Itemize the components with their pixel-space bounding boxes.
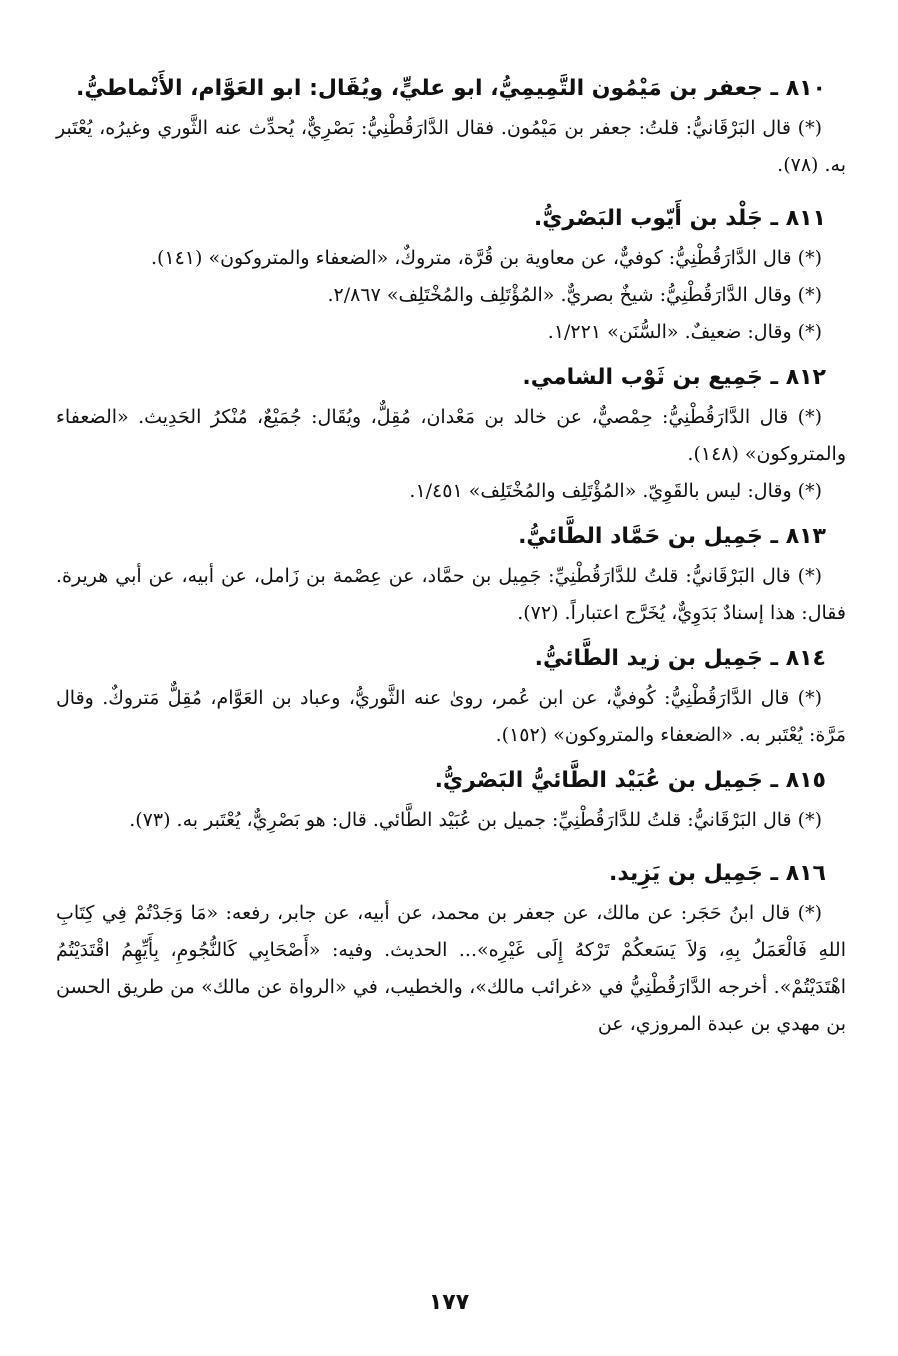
entry-heading: ٨١٤ ـ جَمِيل بن زيد الطَّائيُّ. xyxy=(534,646,826,671)
entry-paragraph: (*) قال ابنُ حَجَر: عن مالك، عن جعفر بن محمد، عن أبيه، عن جابر، رفعه: «مَا وَجَدْتُمْ فِي كِتَابِ اللهِ فَالْعَمَلُ بِهِ، وَلاَ يَسَعكُمْ تَرْكهُ إِلَى غَيْرِه»... الحديث. وفيه: «أَصْحَابِي كَالنُّجُومِ، بِأَيِّهِمُ اقْتَدَيْتُمُ اهْتَدَيْتُمْ». أخرجه الدَّارَقُطْنِيُّ في «غرائب مالك»، والخطيب، في «الرواة عن مالك» من طريق الحسن بن مهدي بن عبدة المروزي، عن xyxy=(56,902,846,1035)
entry-heading: ٨١٦ ـ جَمِيل بن يَزِيد. xyxy=(608,861,826,886)
entry-812 xyxy=(56,361,846,510)
entry-paragraph: (*) قال الدَّارَقُطْنِيُّ: كوفيٌّ، عن معاوية بن قُرَّة، متروكٌ، «الضعفاء والمتروكون» (١٤١). xyxy=(150,247,822,269)
entry-paragraph: (*) قال البَرْقَانيُّ: قلتُ للدَّارَقُطْنِيِّ: جميل بن عُبَيْد الطَّائي. قال: هو بَصْرِيٌّ، يُعْتَبر به. (٧٣). xyxy=(129,809,822,831)
entry-813 xyxy=(56,520,846,632)
entry-heading: ٨١٢ ـ جَمِيع بن ثَوْب الشامي. xyxy=(522,365,826,390)
entry-heading: ٨١٠ ـ جعفر بن مَيْمُون التَّمِيمِيُّ، ابو عليٍّ، ويُقَال: ابو العَوَّام، الأَنْماطيُّ. xyxy=(75,76,826,101)
page-number: ١٧٧ xyxy=(428,1290,470,1315)
entry-heading: ٨١٥ ـ جَمِيل بن عُبَيْد الطَّائيُّ البَصْريُّ. xyxy=(434,768,826,793)
entry-heading: ٨١١ ـ جَلْد بن أَيّوب البَصْريُّ. xyxy=(533,206,826,231)
entry-816 xyxy=(56,857,846,1043)
entry-paragraph: (*) وقال: ليس بالقَوِيّ. «المُؤْتَلِف والمُخْتَلِف» ١/٤٥١. xyxy=(409,480,822,502)
entry-paragraph: (*) قال الدَّارَقُطْنِيُّ: حِمْصيٌّ، عن خالد بن مَعْدان، مُقِلٌّ، ويُقَال: جُمَيْعٌ، مُنْكرُ الحَدِيث. «الضعفاء والمتروكون» (١٤٨). xyxy=(56,406,846,465)
entry-810 xyxy=(56,72,846,184)
entry-paragraph: (*) وقال الدَّارَقُطْنِيُّ: شيخٌ بصريٌّ. «المُؤْتَلِف والمُخْتَلِف» ٢/٨٦٧. xyxy=(327,284,822,306)
entry-paragraph: (*) قال الدَّارَقُطْنِيُّ: كُوفيٌّ، عن ابن عُمر، روىٰ عنه الثَّوريُّ، وعباد بن العَوَّام، مُقِلٌّ مَتروكٌ. وقال مَرَّة: يُعْتَبر به. «الضعفاء والمتروكون» (١٥٢). xyxy=(56,687,846,746)
entry-814 xyxy=(56,642,846,754)
entry-paragraph: (*) قال البَرْقَانيُّ: قلتُ للدَّارَقُطْنِيِّ: جَمِيل بن حمَّاد، عن عِصْمة بن زَامل، عن أبيه، عن أبي هريرة. فقال: هذا إسنادٌ بَدَوِيٌّ، يُخَرَّج اعتباراً. (٧٢). xyxy=(56,565,846,624)
entry-heading: ٨١٣ ـ جَمِيل بن حَمَّاد الطَّائيُّ. xyxy=(518,524,826,549)
entry-paragraph: (*) قال البَرْقَانيُّ: قلتُ: جعفر بن مَيْمُون. فقال الدَّارَقُطْنِيُّ: بَصْرِيٌّ، يُحدِّث عنه الثَّوري وغيرُه، يُعْتَبر به. (٧٨). xyxy=(56,117,846,176)
entry-paragraph: (*) وقال: ضعيفٌ. «السُّنَن» ١/٢٢١. xyxy=(547,321,822,343)
entry-815 xyxy=(56,764,846,839)
entry-811 xyxy=(56,202,846,351)
